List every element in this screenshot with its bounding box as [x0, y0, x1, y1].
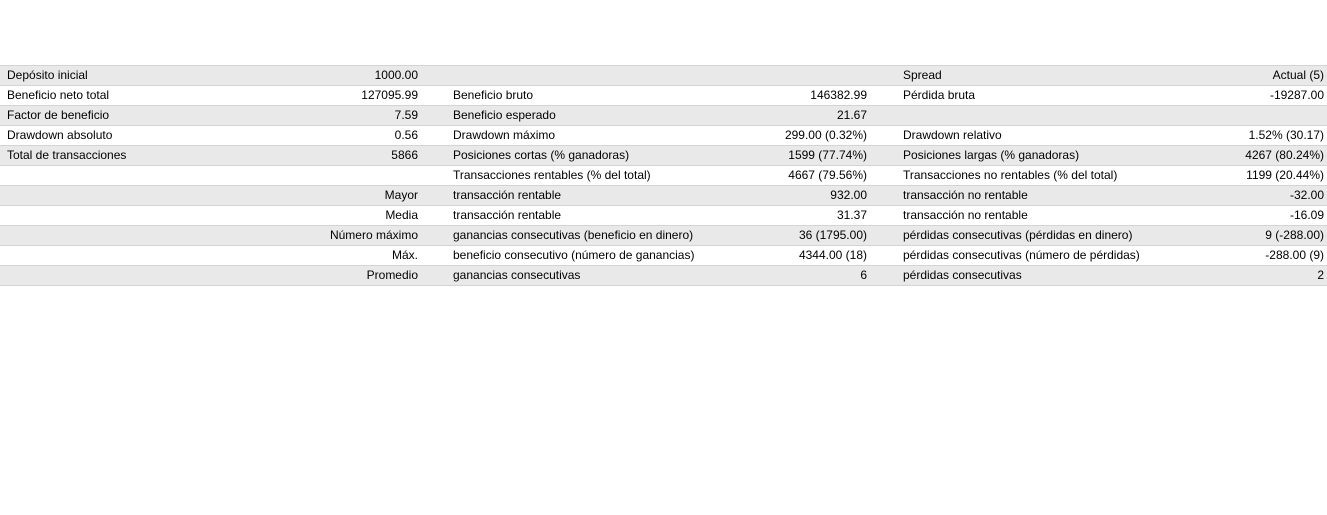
report-cell [873, 126, 1327, 145]
report-row-profit-trades [0, 166, 1327, 186]
total-trades-label: Total de transacciones [7, 148, 127, 162]
long-positions-value: 4267 (80.24%) [1245, 148, 1324, 162]
report-cell [424, 126, 873, 145]
maximal-drawdown-value: 299.00 (0.32%) [784, 128, 867, 142]
report-row-maximum-consecutive [0, 226, 1327, 246]
report-cell [873, 106, 1327, 125]
average-label: Media [385, 208, 418, 222]
report-cell [424, 146, 873, 165]
max-consecutive-losses-value: 9 (-288.00) [1265, 228, 1324, 242]
initial-deposit-value: 1000.00 [374, 68, 418, 82]
report-cell [0, 266, 424, 285]
report-row-drawdown [0, 126, 1327, 146]
report-cell [873, 86, 1327, 105]
absolute-drawdown-label: Drawdown absoluto [7, 128, 113, 142]
gross-profit-label: Beneficio bruto [453, 88, 534, 102]
largest-label: Mayor [384, 188, 418, 202]
report-cell [0, 166, 424, 185]
average-consecutive-losses-value: 2 [1317, 268, 1324, 282]
report-cell [873, 166, 1327, 185]
max-consecutive-wins-label: ganancias consecutivas (beneficio en dinero) [453, 228, 694, 242]
expected-payoff-label: Beneficio esperado [453, 108, 556, 122]
report-cell [873, 66, 1327, 85]
profit-trades-value: 4667 (79.56%) [788, 168, 867, 182]
net-profit-value: 127095.99 [361, 88, 418, 102]
report-cell [873, 186, 1327, 205]
report-cell [873, 266, 1327, 285]
average-consecutive-wins-value: 6 [860, 268, 867, 282]
report-cell [0, 226, 424, 245]
relative-drawdown-value: 1.52% (30.17) [1248, 128, 1324, 142]
profit-factor-value: 7.59 [394, 108, 418, 122]
report-cell [0, 86, 424, 105]
report-cell [424, 206, 873, 225]
average-consecutive-losses-label: pérdidas consecutivas [903, 268, 1022, 282]
maximum-number-label: Número máximo [329, 228, 418, 242]
long-positions-label: Posiciones largas (% ganadoras) [903, 148, 1080, 162]
maximal-label: Máx. [391, 248, 418, 262]
short-positions-value: 1599 (77.74%) [788, 148, 867, 162]
maximal-consecutive-profit-value: 4344.00 (18) [798, 248, 867, 262]
maximal-consecutive-loss-label: pérdidas consecutivas (número de pérdidas) [903, 248, 1140, 262]
report-cell [0, 66, 424, 85]
absolute-drawdown-value: 0.56 [394, 128, 418, 142]
report-cell [0, 126, 424, 145]
expected-payoff-value: 21.67 [836, 108, 867, 122]
average-consecutive-wins-label: ganancias consecutivas [453, 268, 581, 282]
short-positions-label: Posiciones cortas (% ganadoras) [453, 148, 630, 162]
report-cell [873, 146, 1327, 165]
max-consecutive-wins-value: 36 (1795.00) [798, 228, 867, 242]
initial-deposit-label: Depósito inicial [7, 68, 88, 82]
report-cell [424, 266, 873, 285]
average-profit-trade-label: transacción rentable [453, 208, 562, 222]
report-row-average [0, 206, 1327, 226]
average-profit-trade-value: 31.37 [836, 208, 867, 222]
report-cell [424, 226, 873, 245]
largest-loss-trade-value: -32.00 [1289, 188, 1324, 202]
report-row-initial-deposit [0, 66, 1327, 86]
report-cell [0, 186, 424, 205]
largest-profit-trade-value: 932.00 [830, 188, 867, 202]
gross-profit-value: 146382.99 [810, 88, 867, 102]
report-row-largest [0, 186, 1327, 206]
spread-label: Spread [903, 68, 942, 82]
average-loss-trade-label: transacción no rentable [903, 208, 1028, 222]
report-cell [424, 66, 873, 85]
report-cell [873, 206, 1327, 225]
report-row-average-consecutive [0, 266, 1327, 286]
report-cell [0, 106, 424, 125]
loss-trades-value: 1199 (20.44%) [1246, 168, 1324, 182]
report-row-net-profit [0, 86, 1327, 106]
max-consecutive-losses-label: pérdidas consecutivas (pérdidas en dinero) [903, 228, 1133, 242]
backtest-report-table [0, 65, 1327, 286]
report-cell [424, 186, 873, 205]
report-cell [424, 246, 873, 265]
total-trades-value: 5866 [391, 148, 418, 162]
report-row-profit-factor [0, 106, 1327, 126]
report-cell [0, 206, 424, 225]
report-cell [424, 106, 873, 125]
report-cell [873, 246, 1327, 265]
profit-trades-label: Transacciones rentables (% del total) [453, 168, 651, 182]
report-cell [873, 226, 1327, 245]
largest-profit-trade-label: transacción rentable [453, 188, 562, 202]
report-cell [0, 246, 424, 265]
gross-loss-label: Pérdida bruta [903, 88, 976, 102]
largest-loss-trade-label: transacción no rentable [903, 188, 1028, 202]
profit-factor-label: Factor de beneficio [7, 108, 110, 122]
report-cell [424, 166, 873, 185]
gross-loss-value: -19287.00 [1269, 88, 1324, 102]
average-loss-trade-value: -16.09 [1289, 208, 1324, 222]
report-cell [0, 146, 424, 165]
net-profit-label: Beneficio neto total [7, 88, 110, 102]
relative-drawdown-label: Drawdown relativo [903, 128, 1002, 142]
report-row-total-trades [0, 146, 1327, 166]
maximal-consecutive-profit-label: beneficio consecutivo (número de ganancias) [453, 248, 695, 262]
report-cell [424, 86, 873, 105]
spread-value: Actual (5) [1272, 68, 1324, 82]
average-consecutive-label: Promedio [366, 268, 418, 282]
maximal-drawdown-label: Drawdown máximo [453, 128, 556, 142]
maximal-consecutive-loss-value: -288.00 (9) [1265, 248, 1324, 262]
loss-trades-label: Transacciones no rentables (% del total) [903, 168, 1118, 182]
report-row-maximal-consecutive [0, 246, 1327, 266]
